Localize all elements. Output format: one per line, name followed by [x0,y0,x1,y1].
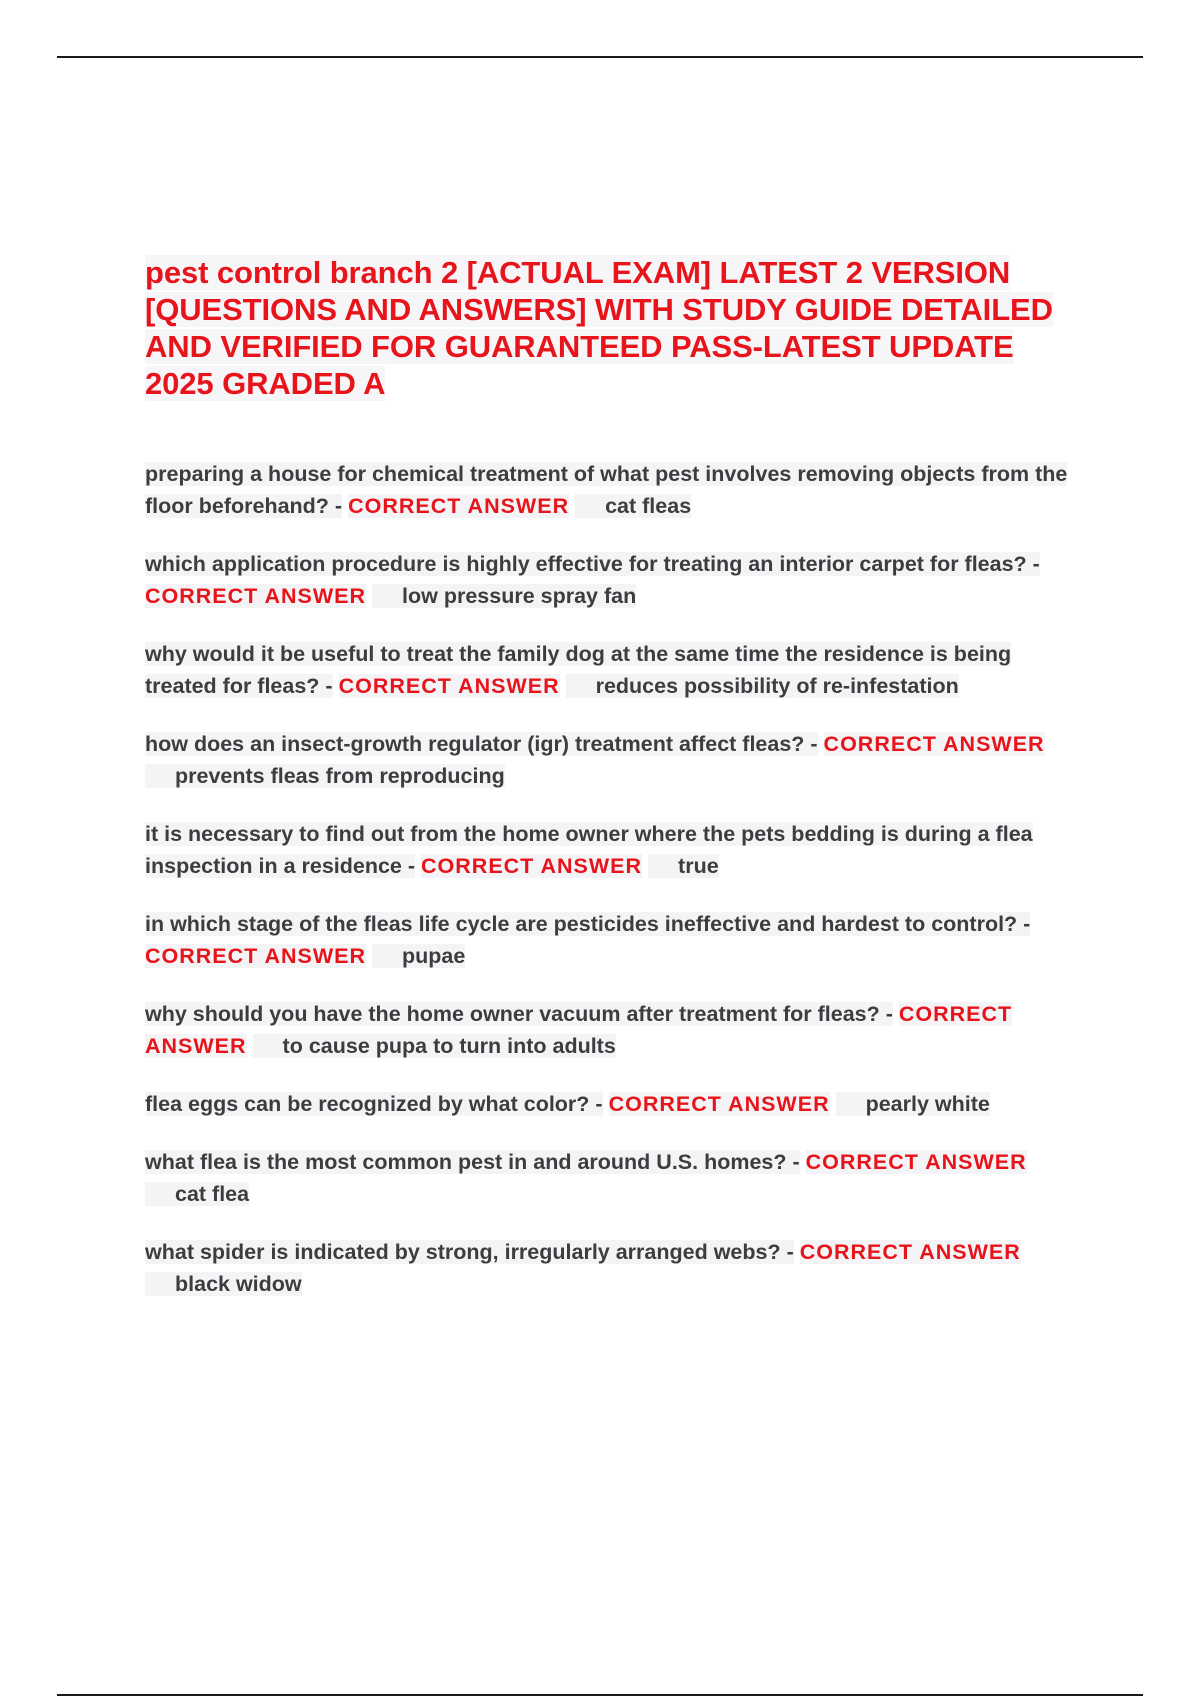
answer-text: prevents fleas from reproducing [145,764,505,788]
qa-item [145,998,1085,1062]
answer-text: pupae [372,944,465,968]
qa-item [145,908,1085,972]
question-text: what spider is indicated by strong, irregularly arranged webs? - [145,1240,794,1264]
answer-text: to cause pupa to turn into adults [253,1034,616,1058]
top-rule [57,56,1143,58]
correct-answer-tag: CORRECT ANSWER [421,854,643,878]
correct-answer-tag: CORRECT ANSWER [145,944,367,968]
question-text: it is necessary to find out from the home owner where the pets bedding is during a flea inspection in a residence - [145,822,1033,878]
question-text: which application procedure is highly effective for treating an interior carpet for fleas? - [145,552,1040,576]
correct-answer-tag: CORRECT ANSWER [799,1240,1021,1264]
correct-answer-tag: CORRECT ANSWER [805,1150,1027,1174]
correct-answer-tag: CORRECT ANSWER [145,584,367,608]
answer-text: true [648,854,719,878]
qa-item [145,1236,1085,1300]
correct-answer-tag: CORRECT ANSWER [823,732,1045,756]
qa-item [145,458,1085,522]
qa-item [145,818,1085,882]
bottom-rule [57,1694,1143,1696]
correct-answer-tag: CORRECT ANSWER [338,674,560,698]
question-text: why would it be useful to treat the family dog at the same time the residence is being treated for fleas? - [145,642,1012,698]
correct-answer-tag: CORRECT ANSWER [145,1002,1013,1058]
question-text: why should you have the home owner vacuum after treatment for fleas? - [145,1002,893,1026]
question-text: in which stage of the fleas life cycle are pesticides ineffective and hardest to control? - [145,912,1031,936]
correct-answer-tag: CORRECT ANSWER [608,1092,830,1116]
qa-item [145,638,1085,702]
qa-item [145,728,1085,792]
document-title: pest control branch 2 [ACTUAL EXAM] LATEST 2 VERSION [QUESTIONS AND ANSWERS] WITH STUDY GUIDE DETAILED AND VERIFIED FOR GUARANTEED PASS-LATEST UPDATE 2025 GRADED A [145,255,1053,401]
correct-answer-tag: CORRECT ANSWER [348,494,570,518]
answer-text: pearly white [836,1092,990,1116]
question-text: preparing a house for chemical treatment of what pest involves removing objects from the floor beforehand? - [145,462,1068,518]
answer-text: cat flea [145,1182,249,1206]
question-text: what flea is the most common pest in and around U.S. homes? - [145,1150,800,1174]
document-body [145,254,1085,1326]
qa-item [145,1088,1085,1120]
qa-item [145,548,1085,612]
answer-text: cat fleas [575,494,691,518]
answer-text: reduces possibility of re-infestation [566,674,959,698]
question-text: flea eggs can be recognized by what color? - [145,1092,603,1116]
answer-text: low pressure spray fan [372,584,636,608]
qa-item [145,1146,1085,1210]
answer-text: black widow [145,1272,302,1296]
question-text: how does an insect-growth regulator (igr) treatment affect fleas? - [145,732,818,756]
